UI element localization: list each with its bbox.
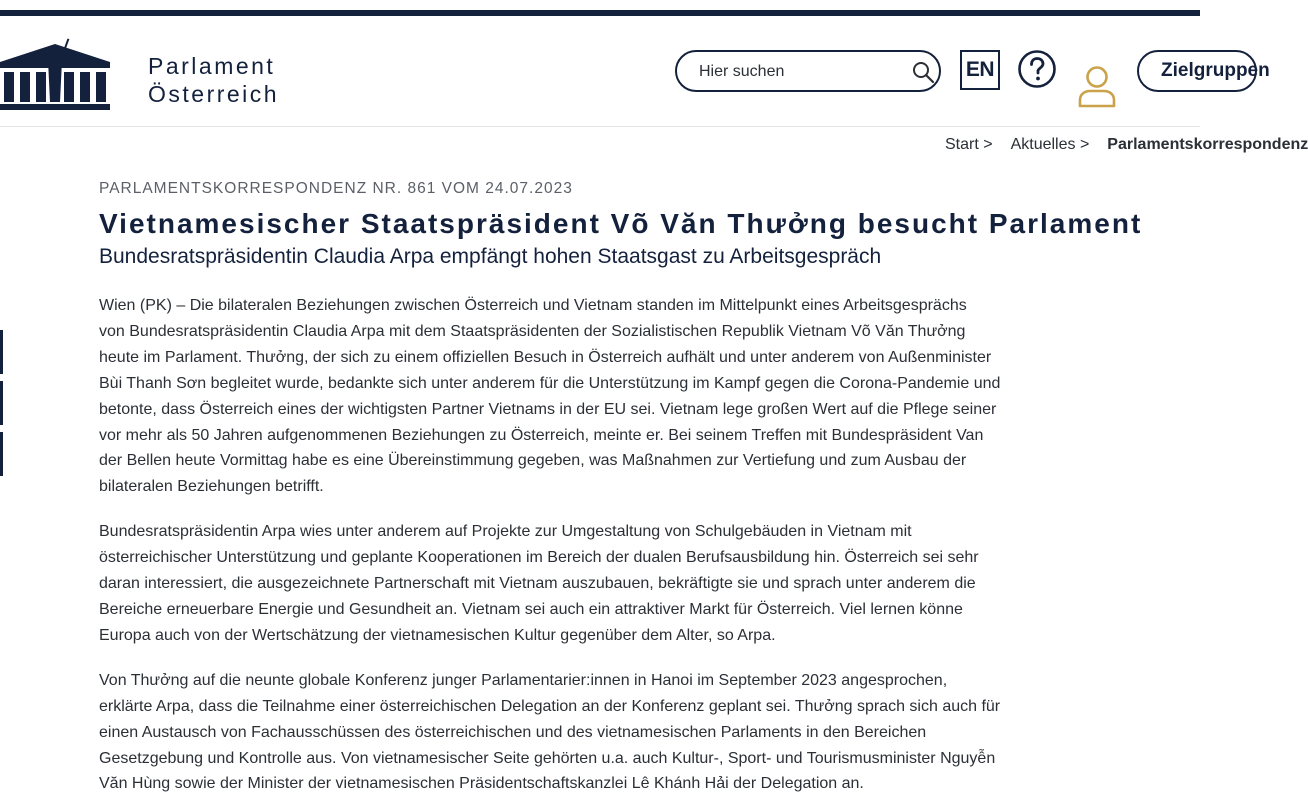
article-kicker: PARLAMENTSKORRESPONDENZ NR. 861 VOM 24.07.2023 xyxy=(99,180,573,197)
text-line: heute im Parlament. Thưởng, der sich zu einem offiziellen Besuch in Österreich aufhält und unter anderem von Außenminister xyxy=(99,348,992,366)
text-line: einen Austausch von Fachausschüssen des österreichischen und des vietnamesischen Parlaments in den Bereichen xyxy=(99,723,927,741)
breadcrumb-news-link[interactable]: Aktuelles > xyxy=(1010,136,1090,153)
text-line: Wien (PK) – Die bilateralen Beziehungen zwischen Österreich und Vietnam standen im Mittelpunkt eines Arbeitsgesprächs xyxy=(99,297,967,314)
breadcrumb xyxy=(945,136,1308,154)
text-line: Văn Hùng sowie der Minister der vietnamesischen Präsidentschaftskanzlei Lê Khánh Hải der Delegation an. xyxy=(99,775,864,793)
text-line: österreichischer Unterstützung und geplante Kooperationen im Bereich der dualen Berufsausbildung hin. Österreich sei sehr xyxy=(99,549,979,567)
logo-line-2: Österreich xyxy=(148,81,280,107)
text-line: Europa auch von der Wertschätzung der vietnamesischen Kultur gegenüber dem Alter, so Arpa. xyxy=(99,626,776,644)
text-line: von Bundesratspräsidentin Claudia Arpa mit dem Staatspräsidenten der Sozialistischen Republik Vietnam Võ Văn Thưởng xyxy=(99,322,966,340)
search-icon[interactable] xyxy=(911,60,935,84)
text-line: betonte, dass Österreich eines der wichtigsten Partner Vietnams in der EU sei. Vietnam lege großen Wert auf die Pflege seiner xyxy=(99,400,997,418)
text-line: der Bellen heute Vormittag habe es eine Übereinstimmung gegeben, was Maßnahmen zur Vertiefung und zum Ausbau der xyxy=(99,452,967,470)
text-line: Von Thưởng auf die neunte globale Konferenz junger Parlamentarier:innen in Hanoi im September 2023 angesprochen, xyxy=(99,671,948,689)
breadcrumb-current: Parlamentskorrespondenz xyxy=(1107,136,1308,153)
share-button-1[interactable] xyxy=(0,330,3,374)
site-header xyxy=(0,16,1270,127)
article-subtitle: Bundesratspräsidentin Claudia Arpa empfängt hohen Staatsgast zu Arbeitsgespräch xyxy=(99,245,882,268)
text-line: bilateralen Beziehungen betrifft. xyxy=(99,478,324,496)
article-title: Vietnamesischer Staatspräsident Võ Văn Thưởng besucht Parlament xyxy=(99,208,1143,239)
text-line: Bereiche erneuerbare Energie und Gesundheit an. Vietnam sei auch ein attraktiver Markt für Österreich. Viel lernen könne xyxy=(99,600,963,618)
article xyxy=(99,178,1143,797)
share-sidebar xyxy=(0,330,3,483)
text-line: Gesetzgebung und Kontrolle aus. Von vietnamesischer Seite gehörten u.a. auch Kultur-, Sport- und Tourismusminister Nguyễn xyxy=(99,749,996,767)
parliament-building-icon[interactable] xyxy=(0,32,110,112)
text-line: Bùi Thanh Sơn begleitet wurde, bedankte sich unter anderem für die Unterstützung im Kampf gegen die Corona-Pandemie und xyxy=(99,374,1001,392)
language-switch-button[interactable]: EN xyxy=(960,50,1000,90)
text-line: Bundesratspräsidentin Arpa wies unter anderem auf Projekte zur Umgestaltung von Schulgebäuden in Vietnam mit xyxy=(99,523,912,541)
help-icon[interactable] xyxy=(1017,49,1057,89)
user-account-icon[interactable] xyxy=(1078,66,1116,108)
text-line: erklärte Arpa, dass die Teilnahme einer österreichischen Delegation an der Konferenz geplant sei. Thưởng sprach sich auch für xyxy=(99,697,1001,715)
share-button-2[interactable] xyxy=(0,381,3,425)
breadcrumb-start-link[interactable]: Start > xyxy=(945,136,993,153)
logo-line-1: Parlament xyxy=(148,53,276,79)
article-paragraph-1 xyxy=(99,293,1074,500)
share-button-3[interactable] xyxy=(0,432,3,476)
text-line: daran interessiert, die ausgezeichnete Partnerschaft mit Vietnam auszubauen, bekräftigte sie und sprach unter anderem die xyxy=(99,575,976,593)
article-paragraph-3 xyxy=(99,668,1074,798)
site-logo-text[interactable] xyxy=(148,52,279,108)
text-line: vor mehr als 50 Jahren aufgenommenen Beziehungen zu Österreich, meinte er. Bei seinem Treffen mit Bundespräsident Van xyxy=(99,426,984,444)
article-paragraph-2 xyxy=(99,519,1074,649)
search-box xyxy=(675,50,941,92)
search-input[interactable] xyxy=(697,59,901,85)
target-group-button[interactable]: Zielgruppen xyxy=(1137,50,1257,92)
